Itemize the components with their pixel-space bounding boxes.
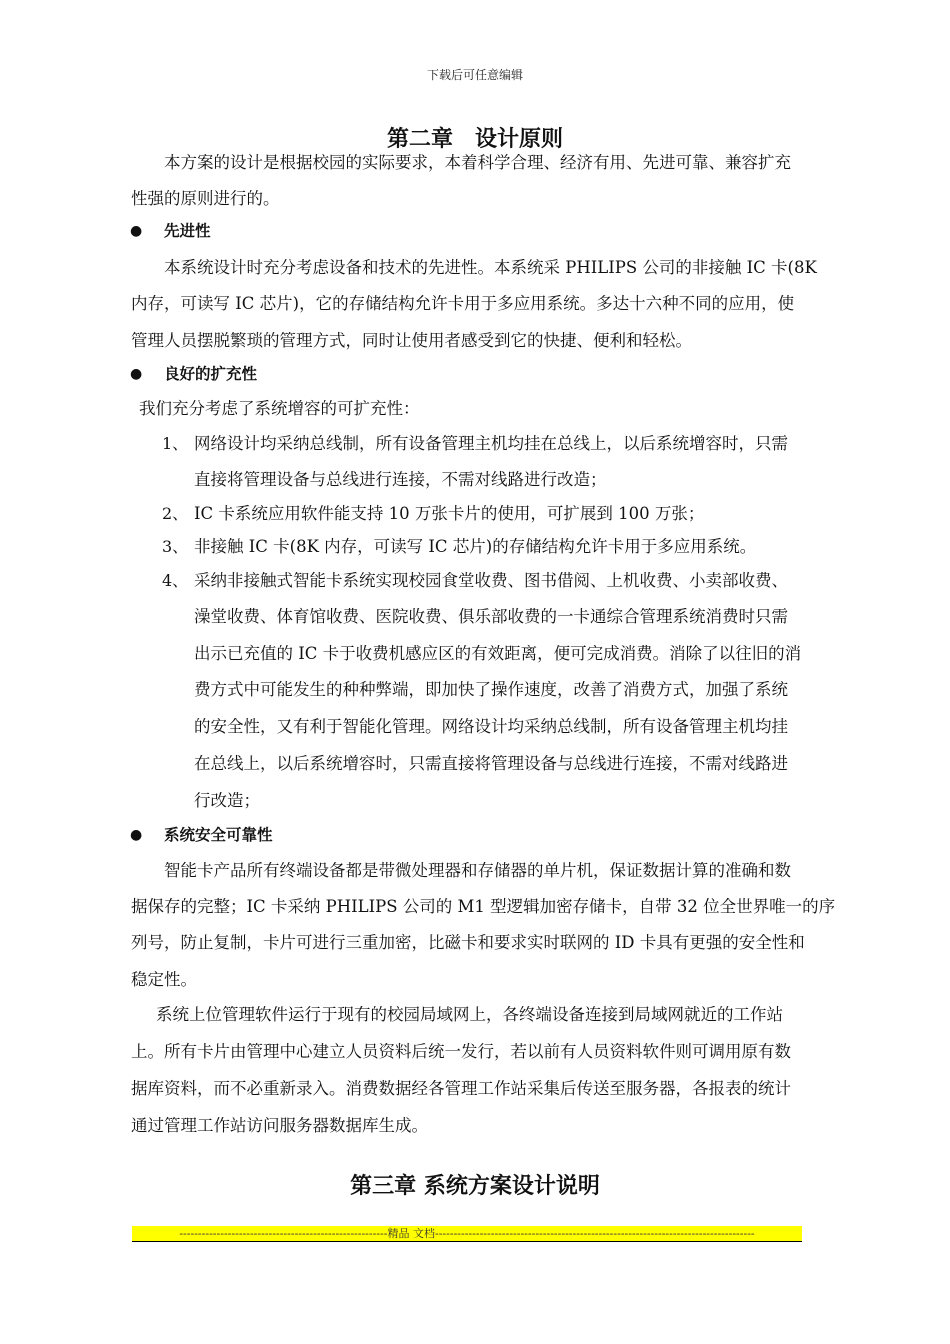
bullet-icon: ●: [130, 827, 143, 843]
list-item-line: 采纳非接触式智能卡系统实现校园食堂收费、图书借阅、上机收费、小卖部收费、: [194, 571, 788, 590]
list-item-line: 行改造；: [194, 791, 260, 810]
paragraph-line: 稳定性。: [131, 970, 197, 989]
list-item-line: 在总线上，以后系统增容时，只需直接将管理设备与总线进行连接，不需对线路进: [194, 754, 788, 773]
list-number: 1、: [162, 434, 189, 453]
list-item-line: 直接将管理设备与总线进行连接，不需对线路进行改造；: [194, 470, 607, 489]
intro-line: 性强的原则进行的。: [131, 189, 280, 208]
paragraph-line: 上。所有卡片由管理中心建立人员资料后统一发行，若以前有人员资料软件则可调用原有数: [131, 1042, 791, 1061]
chapter-2-title: 第二章 设计原则: [386, 127, 563, 152]
list-item-line: 费方式中可能发生的种种弊端，即加快了操作速度，改善了消费方式，加强了系统: [194, 680, 788, 699]
section-title-security: 系统安全可靠性: [164, 826, 273, 844]
list-item-line: 出示已充值的 IC 卡于收费机感应区的有效距离，便可完成消费。消除了以往旧的消: [194, 644, 802, 663]
list-item-line: 网络设计均采纳总线制，所有设备管理主机均挂在总线上，以后系统增容时，只需: [194, 434, 788, 453]
bullet-icon: ●: [130, 223, 143, 239]
page-header: 下载后可任意编辑: [426, 68, 523, 82]
list-number: 4、: [162, 571, 189, 590]
page-footer: --------------------------------------------------------精品 文档--------------------------------------------------------------------------------------: [132, 1226, 802, 1242]
list-item-line: 非接触 IC 卡(8K 内存，可读写 IC 芯片)的存储结构允许卡用于多应用系统。: [194, 537, 757, 556]
paragraph-line: 本系统设计时充分考虑设备和技术的先进性。本系统采 PHILIPS 公司的非接触 IC 卡(8K: [164, 258, 817, 277]
paragraph-line: 内存，可读写 IC 芯片)，它的存储结构允许卡用于多应用系统。多达十六种不同的应用，使: [131, 294, 795, 313]
intro-line: 本方案的设计是根据校园的实际要求，本着科学合理、经济有用、先进可靠、兼容扩充: [164, 153, 791, 172]
list-number: 3、: [162, 537, 189, 556]
paragraph-line: 智能卡产品所有终端设备都是带微处理器和存储器的单片机，保证数据计算的准确和数: [164, 861, 791, 880]
chapter-3-title: 第三章 系统方案设计说明: [350, 1174, 600, 1199]
list-item-line: IC 卡系统应用软件能支持 10 万张卡片的使用，可扩展到 100 万张；: [194, 504, 705, 523]
bullet-icon: ●: [130, 366, 143, 382]
paragraph-line: 列号，防止复制，卡片可进行三重加密，比磁卡和要求实时联网的 ID 卡具有更强的安全性和: [131, 933, 805, 952]
list-item-line: 澡堂收费、体育馆收费、医院收费、俱乐部收费的一卡通综合管理系统消费时只需: [194, 607, 788, 626]
paragraph-line: 据保存的完整；IC 卡采纳 PHILIPS 公司的 M1 型逻辑加密存储卡，自带 32 位全世界唯一的序: [131, 897, 836, 916]
paragraph-line: 我们充分考虑了系统增容的可扩充性：: [139, 399, 420, 418]
section-title-advanced: 先进性: [164, 222, 211, 240]
paragraph-line: 系统上位管理软件运行于现有的校园局域网上，各终端设备连接到局域网就近的工作站: [156, 1005, 783, 1024]
paragraph-line: 管理人员摆脱繁琐的管理方式，同时让使用者感受到它的快捷、便利和轻松。: [131, 331, 692, 350]
paragraph-line: 通过管理工作站访问服务器数据库生成。: [131, 1116, 428, 1135]
section-title-scalable: 良好的扩充性: [164, 365, 258, 383]
list-item-line: 的安全性，又有利于智能化管理。网络设计均采纳总线制，所有设备管理主机均挂: [194, 717, 788, 736]
paragraph-line: 据库资料，而不必重新录入。消费数据经各管理工作站采集后传送至服务器，各报表的统计: [131, 1079, 791, 1098]
list-number: 2、: [162, 504, 189, 523]
